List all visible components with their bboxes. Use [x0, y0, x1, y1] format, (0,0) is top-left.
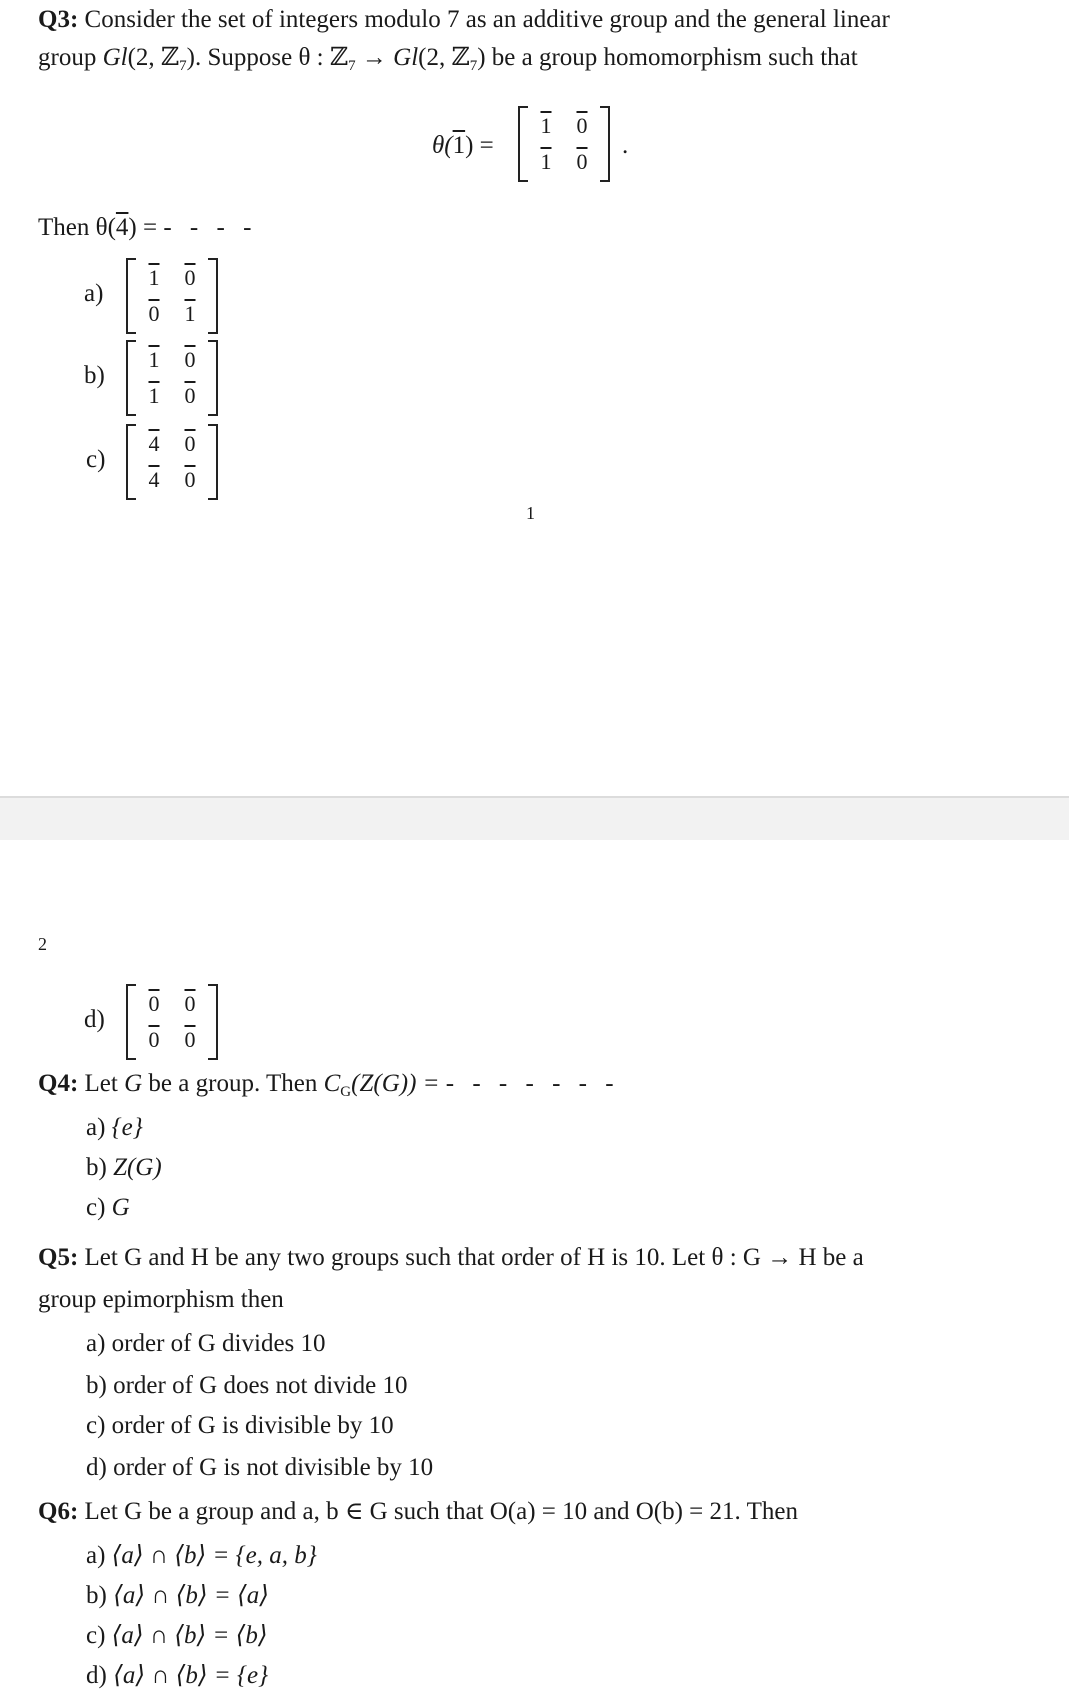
q4-label: Q4: — [38, 1070, 79, 1097]
matrix-cell: 0 — [184, 383, 196, 408]
answer-blank: - - - - — [163, 214, 258, 241]
matrix-cell: 0 — [184, 431, 196, 456]
q4-expr-sub: G — [340, 1084, 352, 1100]
matrix-cell: 0 — [576, 149, 588, 174]
theta-one-lhs: θ( — [432, 132, 453, 159]
q3-period: . — [622, 132, 629, 159]
q4-statement — [38, 1064, 620, 1112]
page-separator — [0, 796, 1069, 840]
q3-given-matrix — [518, 106, 610, 182]
q4-option-a: a) {e} — [86, 1114, 143, 1141]
matrix-cell: 0 — [148, 301, 160, 326]
matrix-cell: 0 — [184, 1027, 196, 1052]
q6-option-b: b) ⟨a⟩ ∩ ⟨b⟩ = ⟨a⟩ — [86, 1582, 270, 1609]
q3-option-a-matrix — [126, 258, 218, 334]
q4-answer-blank: - - - - - - - — [445, 1070, 620, 1097]
q3-line2-c: ). Suppose θ : ℤ — [186, 44, 349, 71]
q5-option-c: c) order of G is divisible by 10 — [86, 1412, 394, 1439]
then-rhs: ) = — [128, 214, 158, 241]
theta-one-rhs: ) = — [465, 132, 494, 159]
q3-line-1 — [38, 0, 890, 40]
q6-option-a: a) ⟨a⟩ ∩ ⟨b⟩ = {e, a, b} — [86, 1542, 317, 1569]
q3-line2-a: group — [38, 44, 103, 71]
q3-line2-d: → — [355, 44, 394, 71]
then-text: Then θ( — [38, 214, 116, 241]
matrix-cell: 0 — [184, 467, 196, 492]
q4-expr-rest: (Z(G)) = — [351, 1070, 440, 1097]
q6-line1-text: Let G be a group and a, b ∈ G such that O(a) = 10 and O(b) = 21. Then — [78, 1498, 798, 1525]
q4-option-b: b) Z(G) — [86, 1154, 162, 1181]
q3-then-line — [38, 208, 257, 248]
q6-option-d: d) ⟨a⟩ ∩ ⟨b⟩ = {e} — [86, 1662, 269, 1689]
q3-option-c-label: c) — [86, 446, 106, 473]
q4-option-c: c) G — [86, 1194, 130, 1221]
q3-gl: Gl — [102, 44, 128, 71]
q6-statement — [38, 1492, 798, 1532]
q3-option-a-label: a) — [84, 280, 104, 307]
q3-sub7: 7 — [179, 58, 187, 74]
q3-line2-e: (2, ℤ — [418, 44, 470, 71]
matrix-cell: 1 — [540, 149, 552, 174]
matrix-cell: 0 — [148, 1027, 160, 1052]
matrix-cell: 1 — [148, 265, 160, 290]
q3-sub7-b: 7 — [348, 58, 356, 74]
matrix-cell: 0 — [576, 113, 588, 138]
q3-option-d-matrix — [126, 984, 218, 1060]
matrix-cell: 0 — [184, 265, 196, 290]
q4-text-b: be a group. Then — [142, 1070, 324, 1097]
q5-option-b: b) order of G does not divide 10 — [86, 1372, 408, 1399]
q3-option-b-matrix — [126, 340, 218, 416]
q3-line2-b: (2, ℤ — [127, 44, 180, 71]
q3-option-d-label: d) — [84, 1006, 105, 1033]
q5-option-a: a) order of G divides 10 — [86, 1330, 326, 1357]
matrix-cell: 4 — [148, 431, 160, 456]
q3-line2-f: ) be a group homomorphism such that — [477, 44, 858, 71]
q3-sub7-c: 7 — [469, 58, 478, 74]
q4-text-a: Let — [78, 1070, 125, 1097]
q5-line-2: group epimorphism then — [38, 1286, 284, 1313]
q3-line1-text: Consider the set of integers modulo 7 as an additive group and the general linear — [78, 6, 890, 33]
q6-label: Q6: — [38, 1498, 79, 1525]
q6-option-c: c) ⟨a⟩ ∩ ⟨b⟩ = ⟨b⟩ — [86, 1622, 268, 1649]
q3-label: Q3: — [38, 6, 79, 33]
q3-line-2 — [38, 38, 858, 86]
matrix-cell: 1 — [148, 347, 160, 372]
page-number-2: 2 — [38, 934, 47, 954]
q3-gl-b: Gl — [393, 44, 419, 71]
matrix-cell: 1 — [148, 383, 160, 408]
matrix-cell: 0 — [184, 991, 196, 1016]
matrix-cell: 1 — [184, 301, 196, 326]
q5-line-1 — [38, 1238, 864, 1278]
page-number-1: 1 — [526, 503, 535, 523]
q3-option-c-matrix — [126, 424, 218, 500]
q3-option-b-label: b) — [84, 362, 105, 389]
q5-line1-text: Let G and H be any two groups such that order of H is 10. Let θ : G → H be a — [78, 1244, 864, 1271]
matrix-cell: 4 — [148, 467, 160, 492]
matrix-cell: 0 — [184, 347, 196, 372]
then-four: 4 — [115, 214, 129, 241]
matrix-cell: 0 — [148, 991, 160, 1016]
theta-one-arg: 1 — [452, 132, 466, 159]
q3-theta-one-expr — [432, 126, 494, 166]
q5-option-d: d) order of G is not divisible by 10 — [86, 1454, 434, 1481]
q4-expr: C — [323, 1070, 341, 1097]
q4-g: G — [124, 1070, 143, 1097]
q5-label: Q5: — [38, 1244, 79, 1271]
matrix-cell: 1 — [540, 113, 552, 138]
